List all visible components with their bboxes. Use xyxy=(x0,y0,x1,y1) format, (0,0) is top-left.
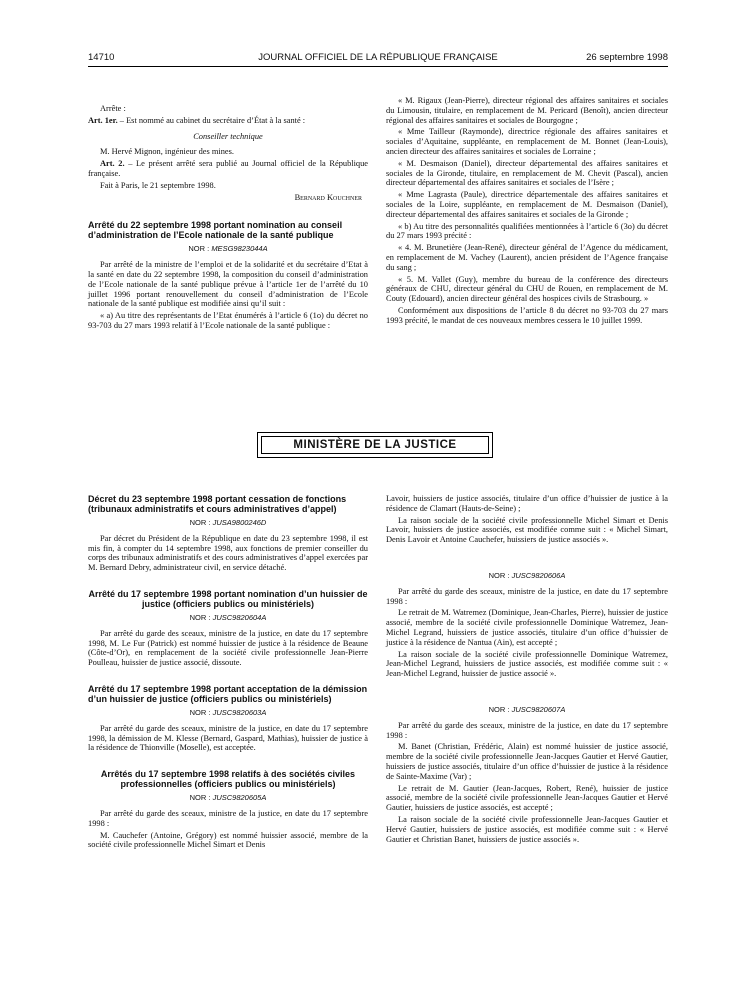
article-1-text: – Est nommé au cabinet du secrétaire d’État à la santé : xyxy=(117,115,306,125)
fait-line: Fait à Paris, le 21 septembre 1998. xyxy=(100,180,216,190)
header-rule xyxy=(88,66,668,67)
top-left-column xyxy=(88,104,368,333)
page-number: 14710 xyxy=(88,52,115,63)
br-para-8: Le retrait de M. Gautier (Jean-Jacques, Robert, René), huissier de justice associé, membre de la société civile professionnelle Jean-Jacques Gautier et Hervé Gautier, huissiers de justice associés, est accepté ; xyxy=(386,783,668,813)
d4-title: Arrêtés du 17 septembre 1998 relatifs à des sociétés civiles professionnelles (officiers publics ou ministériels) xyxy=(100,769,356,790)
br-para-7: M. Banet (Christian, Frédéric, Alain) est nommé huissier de justice associé, membre de la société civile professionnelle Jean-Jacques Gautier et Hervé Gautier, huissiers de justice associés, titulaire d’un office d’huissier de justice à la résidence de Sainte-Maxime (Var) ; xyxy=(386,742,668,781)
decree-ens-nor: NOR : MESG9823044A xyxy=(188,244,268,254)
ministry-heading: MINISTÈRE DE LA JUSTICE xyxy=(261,436,489,454)
tr-para-8: Conformément aux dispositions de l’article 8 du décret no 93-703 du 27 mars 1993 précité, le mandat de ces nouveaux membres cessera le 10 juillet 1999. xyxy=(386,305,668,325)
role-title: Conseiller technique xyxy=(193,131,263,141)
appointee: M. Hervé Mignon, ingénieur des mines. xyxy=(100,147,234,157)
tr-para-3: « M. Desmaison (Daniel), directeur départemental des affaires sanitaires et sociales de la Gironde, titulaire, en remplacement de M. Chevit (Pascal), ancien directeur départemental des affaires sanitaires et sociales de l’Isère ; xyxy=(386,158,668,188)
arrete-line: Arrête : xyxy=(100,104,126,113)
decree-ens-p2: « a) Au titre des représentants de l’Etat énumérés à l’article 6 (1o) du décret no 93-703 du 27 mars 1993 relatif à l’Ecole nationale de la santé publique : xyxy=(88,311,368,330)
d4-nor: NOR : JUSC9820605A xyxy=(189,793,267,803)
tr-para-6: « 4. M. Brunetière (Jean-René), directeur général de l’Agence du médicament, en remplacement de M. Vachey (Laurent), ancien président de l’Agence française du sang ; xyxy=(386,243,668,272)
article-2-text: – Le présent arrêté sera publié au Journal officiel de la République française. xyxy=(88,159,369,178)
d3-nor: NOR : JUSC9820603A xyxy=(189,707,267,717)
tr-para-1: « M. Rigaux (Jean-Pierre), directeur régional des affaires sanitaires et sociales du Limousin, titulaire, en remplacement de M. Pericard (Benoît), ancien directeur régional des affaires sanitaires et sociales de Bourgogne ; xyxy=(386,96,668,125)
tr-para-5: « b) Au titre des personnalités qualifiées mentionnées à l’article 6 (3o) du décret du 27 mars 1993 précité : xyxy=(386,221,668,241)
br-nor-1: NOR : JUSC9820606A xyxy=(488,570,566,580)
tr-para-2: « Mme Tailleur (Raymonde), directrice régionale des affaires sanitaires et sociales d’Aquitaine, suppléante, en remplacement de M. Bonnet (Jean-Louis), ancien directeur des affaires sanitaires et sociales de Lorraine ; xyxy=(386,127,668,156)
article-1-label: Art. 1er. xyxy=(88,115,118,125)
br-para-4: Le retrait de M. Watremez (Dominique, Jean-Charles, Pierre), huissier de justice associé, membre de la société civile professionnelle Dominique Watremez, Jean-Michel Legrand, huissiers de justice associés, titulaire d’un office d’huissier de justice à la résidence de Nantua (Ain), est accepté ; xyxy=(386,608,668,647)
decree-ens-title: Arrêté du 22 septembre 1998 portant nomination au conseil d’administration de l’Ecole nationale de la santé publique xyxy=(88,220,343,241)
br-nor-2: NOR : JUSC9820607A xyxy=(488,704,566,714)
d3-text: Par arrêté du garde des sceaux, ministre de la justice, en date du 17 septembre 1998, la démission de M. Klesse (Bernard, Gaspard, Mathias), huissier de justice à la résidence de Thionville (Moselle), est acceptée. xyxy=(88,723,368,753)
ministry-heading-box xyxy=(257,432,493,458)
d3-title: Arrêté du 17 septembre 1998 portant acceptation de la démission d’un huissier de justice (officiers publics ou ministériels) xyxy=(88,683,368,704)
d1-text: Par décret du Président de la République en date du 23 septembre 1998, il est mis fin, à compter du 14 septembre 1998, aux fonctions de premier conseiller du corps des tribunaux administratifs et des cours administratives d’appel exercées par M. Bernard Debry, administrateur civil, en service détaché. xyxy=(88,533,368,573)
tr-para-4: « Mme Lagrasta (Paule), directrice départementale des affaires sanitaires et sociales de la Loire, suppléante, en remplacement de M. Desmaison (Daniel), directeur départemental des affaires sanitaires et sociales de la Gironde ; xyxy=(386,190,668,219)
d2-text: Par arrêté du garde des sceaux, ministre de la justice, en date du 17 septembre 1998, M. Le Fur (Patrick) est nommé huissier de justice à la résidence de Beaune (Côte-d’Or), en remplacement de la société civile professionnelle Jean-Pierre Poulleau, huissier de justice associé, dissoute. xyxy=(88,628,368,668)
bottom-right-column xyxy=(386,494,668,846)
article-1 xyxy=(88,116,368,126)
d1-nor: NOR : JUSA9800246D xyxy=(189,518,267,527)
decree-ens-p1: Par arrêté de la ministre de l’emploi et de la solidarité et du secrétaire d’Etat à la santé en date du 22 septembre 1998, la composition du conseil d’administration de l’Ecole nationale de la santé publique prévue à l’article 1er de l’arrêté du 10 juillet 1996 portant renouvellement du conseil d’administration de l’Ecole nationale de la santé publique est modifiée ainsi qu’il suit : xyxy=(88,260,368,309)
article-2-label: Art. 2. xyxy=(100,159,125,169)
tr-para-7: « 5. M. Vallet (Guy), membre du bureau de la conférence des directeurs généraux de CHU, directeur général du CHU de Rouen, en remplacement de M. Couty (Edouard), ancien directeur général des hospices civils de Strasbourg. » xyxy=(386,274,668,304)
journal-title: JOURNAL OFFICIEL DE LA RÉPUBLIQUE FRANÇAISE xyxy=(258,52,498,63)
bottom-left-column xyxy=(88,494,368,852)
issue-date: 26 septembre 1998 xyxy=(586,52,668,63)
br-para-1: Lavoir, huissiers de justice associés, titulaire d’un office d’huissier de justice à la résidence de Clamart (Hauts-de-Seine) ; xyxy=(386,494,668,513)
br-para-3: Par arrêté du garde des sceaux, ministre de la justice, en date du 17 septembre 1998 : xyxy=(386,586,668,606)
br-para-6: Par arrêté du garde des sceaux, ministre de la justice, en date du 17 septembre 1998 : xyxy=(386,720,668,740)
d4-text-2: M. Cauchefer (Antoine, Grégory) est nommé huissier associé, membre de la société civile professionnelle Michel Simart et Denis xyxy=(88,830,368,850)
br-para-2: La raison sociale de la société civile professionnelle Michel Simart et Denis Lavoir, huissiers de justice associés, est modifiée comme suit : « Michel Simart, Denis Lavoir et Antoine Cauchefer, huissiers de justice associés ». xyxy=(386,515,668,545)
d1-title: Décret du 23 septembre 1998 portant cessation de fonctions (tribunaux administratifs et cours administratives d’appel) xyxy=(88,494,347,514)
page-header xyxy=(88,52,668,66)
d4-text-1: Par arrêté du garde des sceaux, ministre de la justice, en date du 17 septembre 1998 : xyxy=(88,808,368,828)
article-2 xyxy=(88,159,368,179)
d2-nor: NOR : JUSC9820604A xyxy=(189,612,267,622)
top-right-column xyxy=(386,96,668,328)
signature: Bernard Kouchner xyxy=(294,192,362,202)
br-para-5: La raison sociale de la société civile professionnelle Dominique Watremez, Jean-Michel Legrand, huissiers de justice associés, est modifiée comme suit : « Jean-Michel Legrand, huissier de justice associé ». xyxy=(386,649,668,679)
d2-title: Arrêté du 17 septembre 1998 portant nomination d’un huissier de justice (officiers publics ou ministériels) xyxy=(88,588,368,609)
br-para-9: La raison sociale de la société civile professionnelle Jean-Jacques Gautier et Hervé Gautier, huissiers de justice associés, est modifiée comme suit : « Hervé Gautier et Christian Banet, huissiers de justice associés ». xyxy=(386,814,668,844)
decree-ens xyxy=(88,220,368,330)
